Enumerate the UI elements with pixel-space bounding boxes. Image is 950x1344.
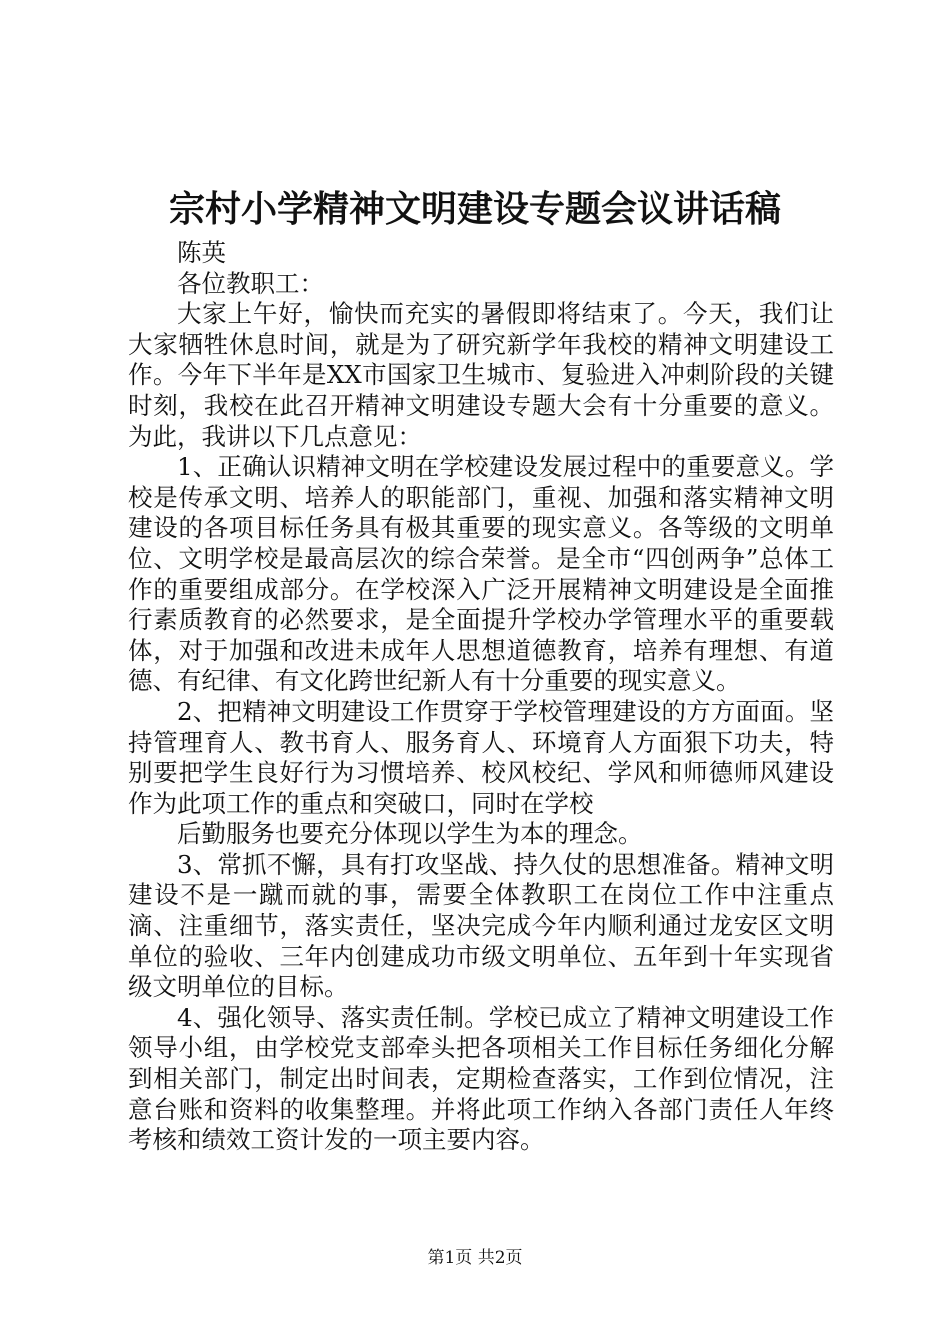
paragraph-point-2-continued: 后勤服务也要充分体现以学生为本的理念。	[177, 819, 643, 849]
paragraph-point-4: 4、强化领导、落实责任制。学校已成立了精神文明建设工作领导小组，由学校党支部牵头把各项相关工作目标任务细化分解到相关部门，制定出时间表，定期检查落实，工作到位情况，注意台账和资料的收集整理。并将此项工作纳入各部门责任人年终考核和绩效工资计发的一项主要内容。	[128, 1002, 834, 1155]
paragraph-intro: 大家上午好，愉快而充实的暑假即将结束了。今天，我们让大家牺牲休息时间，就是为了研究新学年我校的精神文明建设工作。今年下半年是XX市国家卫生城市、复验进入冲刺阶段的关键时刻，我校在此召开精神文明建设专题大会有十分重要的意义。为此，我讲以下几点意见：	[128, 299, 834, 451]
paragraph-point-3: 3、常抓不懈，具有打攻坚战、持久仗的思想准备。精神文明建设不是一蹴而就的事，需要全体教职工在岗位工作中注重点滴、注重细节，落实责任，坚决完成今年内顺利通过龙安区文明单位的验收、三年内创建成功市级文明单位、五年到十年实现省级文明单位的目标。	[128, 849, 834, 1002]
document-body	[128, 238, 834, 1156]
author-line: 陈英	[177, 238, 226, 267]
paragraph-point-1: 1、正确认识精神文明在学校建设发展过程中的重要意义。学校是传承文明、培养人的职能部门，重视、加强和落实精神文明建设的各项目标任务具有极其重要的现实意义。各等级的文明单位、文明学校是最高层次的综合荣誉。是全市“四创两争”总体工作的重要组成部分。在学校深入广泛开展精神文明建设是全面推行素质教育的必然要求，是全面提升学校办学管理水平的重要载体，对于加强和改进未成年人思想道德教育，培养有理想、有道德、有纪律、有文化跨世纪新人有十分重要的现实意义。	[128, 452, 834, 696]
salutation-line: 各位教职工：	[177, 268, 324, 298]
document-title: 宗村小学精神文明建设专题会议讲话稿	[168, 189, 781, 230]
paragraph-point-2: 2、把精神文明建设工作贯穿于学校管理建设的方方面面。坚持管理育人、教书育人、服务育人、环境育人方面狠下功夫，特别要把学生良好行为习惯培养、校风校纪、学风和师德师风建设作为此项工作的重点和突破口，同时在学校	[128, 696, 834, 818]
page-number-footer: 第1页 共2页	[427, 1248, 523, 1268]
